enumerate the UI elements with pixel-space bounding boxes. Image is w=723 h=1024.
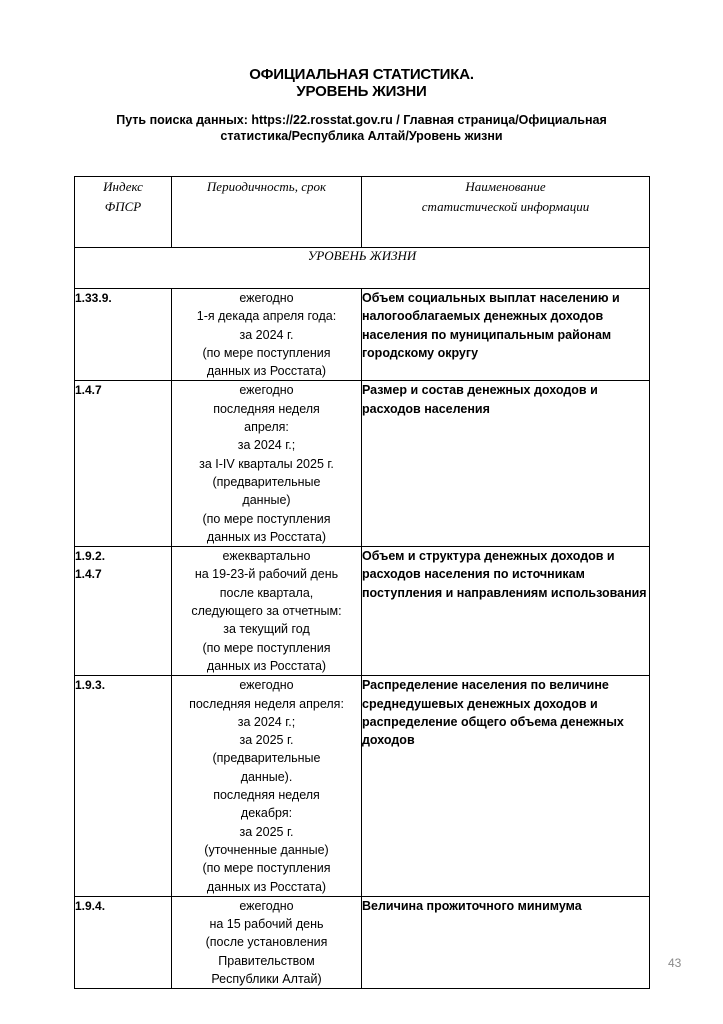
row-name: Объем социальных выплат населению и налогооблагаемых денежных доходов населения по муниципальным районам городскому округу <box>362 289 650 381</box>
table-row <box>75 547 650 676</box>
period-line: декабря: <box>240 806 293 821</box>
search-path-line-1: Путь поиска данных: https://22.rosstat.gov.ru / Главная страница/Официальная <box>116 113 607 127</box>
statistics-table <box>74 176 650 989</box>
row-period <box>172 381 362 547</box>
search-path <box>60 112 663 144</box>
period-line: данных из Росстата) <box>206 364 327 379</box>
period-line: ежегодно <box>239 678 294 693</box>
row-period <box>172 896 362 988</box>
search-path-line-2: статистика/Республика Алтай/Уровень жизни <box>220 129 503 143</box>
index-value: 1.33.9. <box>75 291 112 305</box>
section-row <box>75 248 650 289</box>
header-period <box>172 177 362 248</box>
row-index <box>75 381 172 547</box>
row-period <box>172 289 362 381</box>
section-title: УРОВЕНЬ ЖИЗНИ <box>75 248 650 289</box>
period-line: после квартала, <box>219 585 314 600</box>
period-line: (по мере поступления <box>202 345 331 360</box>
header-name <box>362 177 650 248</box>
period-line: (по мере поступления <box>202 861 331 876</box>
period-line: на 19-23-й рабочий день <box>194 567 339 582</box>
header-period-text: Периодичность, срок <box>206 179 327 194</box>
period-line: за текущий год <box>223 622 310 637</box>
header-index-line-2: ФПСР <box>104 199 142 214</box>
title-line-2: УРОВЕНЬ ЖИЗНИ <box>296 83 427 100</box>
page-title <box>0 66 723 100</box>
header-index-line-1: Индекс <box>103 179 143 194</box>
period-line: за 2024 г. <box>239 327 294 342</box>
period-line: последняя неделя <box>213 401 320 416</box>
row-index <box>75 289 172 381</box>
row-name: Величина прожиточного минимума <box>362 896 650 988</box>
header-name-line-1: Наименование <box>465 179 546 194</box>
period-line: за 2024 г.; <box>237 714 296 729</box>
index-value: 1.9.2. <box>75 549 106 564</box>
period-line: за I-IV кварталы 2025 г. <box>199 456 334 471</box>
table-row <box>75 289 650 381</box>
header-index <box>75 177 172 248</box>
period-line: следующего за отчетным: <box>191 604 342 619</box>
table-row <box>75 676 650 897</box>
period-line: ежегодно <box>239 383 294 398</box>
row-name: Распределение населения по величине среднедушевых денежных доходов и распределение общего объема денежных доходов <box>362 676 650 897</box>
period-line: (уточненные данные) <box>204 842 329 857</box>
period-line: данные) <box>242 493 291 508</box>
period-line: последняя неделя <box>213 788 320 803</box>
table-header-row <box>75 177 650 248</box>
period-line: апреля: <box>244 420 289 435</box>
period-line: ежегодно <box>239 291 294 305</box>
period-line: (предварительные <box>212 751 321 766</box>
page-number: 43 <box>668 956 682 970</box>
period-line: 1-я декада апреля года: <box>196 309 337 324</box>
row-index <box>75 547 172 676</box>
period-line: данные). <box>240 769 293 784</box>
period-line: данных из Росстата) <box>206 658 327 673</box>
index-value: 1.9.3. <box>75 678 106 693</box>
period-line: на 15 рабочий день <box>209 917 324 932</box>
header-name-line-2: статистической информации <box>421 199 590 214</box>
table-row <box>75 381 650 547</box>
period-line: данных из Росстата) <box>206 879 327 894</box>
period-line: (предварительные <box>212 474 321 489</box>
row-index <box>75 676 172 897</box>
row-name: Размер и состав денежных доходов и расходов населения <box>362 381 650 547</box>
period-line: за 2025 г. <box>239 733 294 748</box>
index-value: 1.9.4. <box>75 898 106 913</box>
period-line: (после установления <box>205 935 328 950</box>
period-line: (по мере поступления <box>202 640 331 655</box>
period-line: (по мере поступления <box>202 511 331 526</box>
table-row <box>75 896 650 988</box>
index-value: 1.4.7 <box>75 383 102 398</box>
period-line: за 2024 г.; <box>237 438 296 453</box>
row-period <box>172 547 362 676</box>
period-line: Республики Алтай) <box>211 971 322 986</box>
row-name: Объем и структура денежных доходов и расходов населения по источникам поступления и направлениям использования <box>362 547 650 676</box>
row-index <box>75 896 172 988</box>
period-line: ежеквартально <box>222 549 311 564</box>
period-line: за 2025 г. <box>239 824 294 839</box>
index-value: 1.4.7 <box>75 567 102 582</box>
period-line: Правительством <box>218 953 315 968</box>
period-line: данных из Росстата) <box>206 529 327 544</box>
period-line: последняя неделя апреля: <box>189 696 344 711</box>
title-line-1: ОФИЦИАЛЬНАЯ СТАТИСТИКА. <box>249 66 474 83</box>
row-period <box>172 676 362 897</box>
period-line: ежегодно <box>239 898 294 913</box>
